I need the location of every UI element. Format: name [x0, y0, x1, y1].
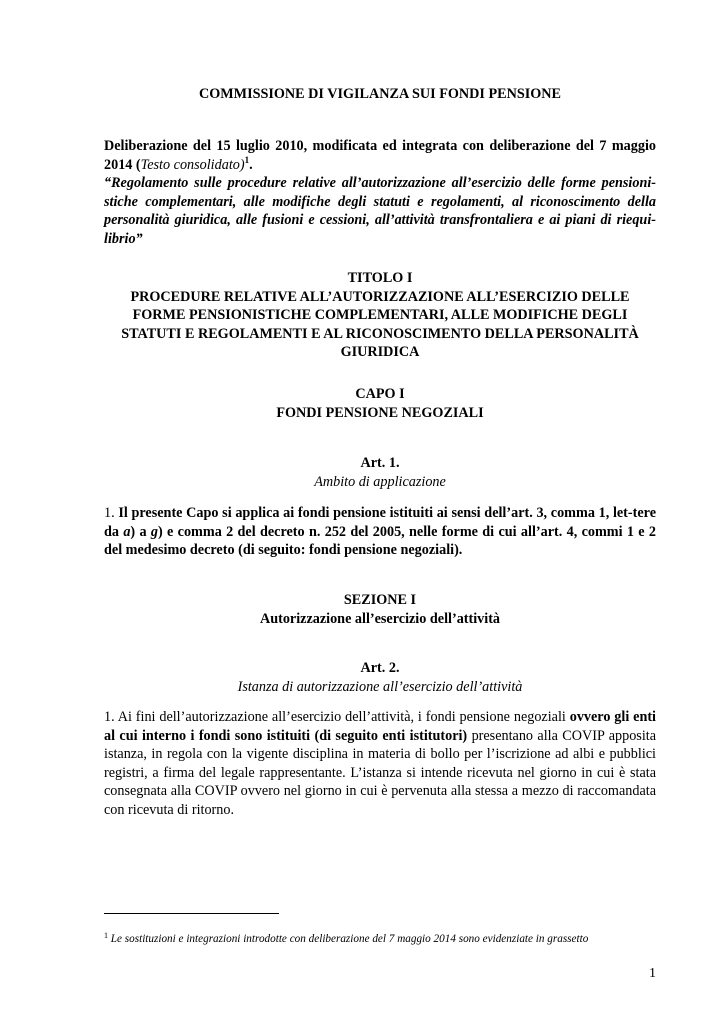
capo-section — [104, 385, 656, 422]
header-title: COMMISSIONE DI VIGILANZA SUI FONDI PENSIONE — [199, 86, 561, 102]
art2-paragraph — [104, 708, 656, 820]
art1-subtitle: Ambito di applicazione — [314, 473, 446, 490]
art1-text-b: ) a — [130, 523, 151, 540]
sezione-subtitle: Autorizzazione all’esercizio dell’attività — [259, 610, 501, 627]
art1-paragraph-number: 1. — [104, 505, 119, 521]
footnote-divider — [104, 913, 279, 914]
capo-heading: CAPO I — [355, 386, 405, 402]
art1-heading-block — [104, 454, 656, 491]
footnote-number: 1 — [104, 931, 108, 940]
titolo-section — [104, 269, 656, 362]
footnote-text: Le sostituzioni e integrazioni introdotte con deliberazione del 7 maggio 2014 sono evidenziate in grassetto — [108, 933, 589, 945]
sezione-section — [104, 591, 656, 628]
titolo-line: GIURIDICA — [340, 344, 420, 361]
footnote-reference[interactable]: 1 — [244, 154, 250, 165]
titolo-line: PROCEDURE RELATIVE ALL’AUTORIZZAZIONE ALL’ESERCIZIO DELLE — [130, 288, 630, 305]
titolo-heading: TITOLO I — [347, 270, 413, 286]
regulation-subject: “Regolamento sulle procedure relative all’autorizzazione all’esercizio delle forme pensioni-stiche complementari, alle modifiche degli statuti e regolamenti, al riconoscimento della personalità giuridica, alle fusioni e cessioni, all’attività transfrontaliera e ai piani di riequi-librio” — [104, 175, 656, 247]
art2-heading: Art. 2. — [360, 660, 400, 676]
deliberation-end: . — [249, 156, 253, 173]
titolo-line: STATUTI E REGOLAMENTI E AL RICONOSCIMENTO DELLA PERSONALITÀ — [121, 325, 639, 342]
art2-subtitle: Istanza di autorizzazione all’esercizio dell’attività — [237, 678, 523, 695]
deliberation-block — [104, 137, 656, 249]
art1-paragraph — [104, 504, 656, 560]
art2-heading-block — [104, 659, 656, 696]
capo-subtitle: FONDI PENSIONE NEGOZIALI — [276, 404, 484, 421]
art2-text-bold: ovvero gli enti al cui interno i fondi sono istituiti (di seguito enti istitutori) — [104, 709, 656, 744]
footnote — [104, 932, 664, 946]
titolo-line: FORME PENSIONISTICHE COMPLEMENTARI, ALLE MODIFICHE DEGLI — [132, 307, 628, 324]
art1-letter-g: g — [150, 523, 158, 540]
art1-text-a: Il presente Capo si applica ai fondi pensione istituiti ai sensi dell’art. 3, comma 1, let-tere da — [104, 505, 656, 540]
art1-letter-a: a — [123, 523, 131, 540]
deliberation-consolidated: Testo consolidato) — [140, 156, 245, 173]
art2-text-a: 1. Ai fini dell’autorizzazione all’esercizio dell’attività, i fondi pensione negoziali — [104, 709, 570, 725]
sezione-heading: SEZIONE I — [343, 592, 417, 608]
art1-text-c: ) e comma 2 del decreto n. 252 del 2005, nelle forme di cui all’art. 4, commi 1 e 2 del medesimo decreto (di seguito: fondi pensione negoziali). — [104, 523, 656, 559]
page-number: 1 — [649, 966, 656, 981]
art2-text-b: presentano alla COVIP apposita istanza, in regola con la vigente disciplina in materia di bollo per l’iscrizione ad albi e pubblici registri, a firma del legale rappresentante. L’istanza si intende ricevuta nel giorno in cui è stata consegnata alla COVIP ovvero nel giorno in cui è pervenuta alla stessa a mezzo di raccomandata con ricevuta di ritorno. — [104, 727, 656, 818]
deliberation-date: Deliberazione del 15 luglio 2010, modificata ed integrata con deliberazione del 7 maggio 2014 ( — [104, 138, 656, 173]
deliberation-line — [104, 137, 656, 174]
art1-heading: Art. 1. — [360, 455, 400, 471]
